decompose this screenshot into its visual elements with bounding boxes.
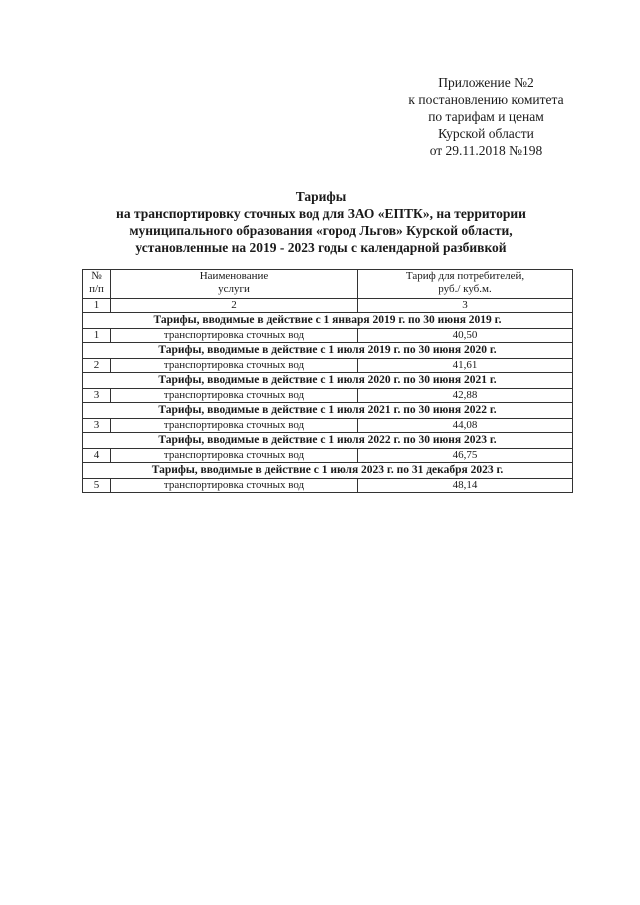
service-name-cell: транспортировка сточных вод xyxy=(111,359,358,373)
table-header-row xyxy=(83,270,573,299)
period-header-row xyxy=(83,343,573,359)
table-row xyxy=(83,419,573,433)
period-title: Тарифы, вводимые в действие с 1 июля 2023 г. по 31 декабря 2023 г. xyxy=(83,463,573,479)
service-name-cell: транспортировка сточных вод xyxy=(111,419,358,433)
tariff-value-cell: 41,61 xyxy=(358,359,573,373)
period-title: Тарифы, вводимые в действие с 1 июля 2022 г. по 30 июня 2023 г. xyxy=(83,433,573,449)
period-title: Тарифы, вводимые в действие с 1 января 2019 г. по 30 июня 2019 г. xyxy=(83,313,573,329)
header-cell-service: Наименование услуги xyxy=(111,270,358,299)
appendix-line: по тарифам и ценам xyxy=(428,109,544,124)
title-line: муниципального образования «город Льгов» Курской области, xyxy=(129,223,513,238)
period-header-row xyxy=(83,403,573,419)
period-header-row xyxy=(83,373,573,389)
row-number-cell: 4 xyxy=(83,449,111,463)
appendix-block xyxy=(390,74,582,159)
table-row xyxy=(83,449,573,463)
column-number-cell: 3 xyxy=(358,299,573,313)
service-name-cell: транспортировка сточных вод xyxy=(111,389,358,403)
tariff-value-cell: 46,75 xyxy=(358,449,573,463)
row-number-cell: 1 xyxy=(83,329,111,343)
tariff-value-cell: 40,50 xyxy=(358,329,573,343)
title-line: установленные на 2019 - 2023 годы с календарной разбивкой xyxy=(135,240,507,255)
tariff-table xyxy=(82,269,573,493)
period-title: Тарифы, вводимые в действие с 1 июля 2021 г. по 30 июня 2022 г. xyxy=(83,403,573,419)
service-name-cell: транспортировка сточных вод xyxy=(111,449,358,463)
appendix-date-line: от 29.11.2018 №198 xyxy=(429,143,543,158)
period-header-row xyxy=(83,463,573,479)
appendix-line: к постановлению комитета xyxy=(408,92,564,107)
tariff-value-cell: 42,88 xyxy=(358,389,573,403)
service-name-cell: транспортировка сточных вод xyxy=(111,479,358,493)
column-number-cell: 2 xyxy=(111,299,358,313)
service-name-cell: транспортировка сточных вод xyxy=(111,329,358,343)
table-row xyxy=(83,479,573,493)
column-number-row xyxy=(83,299,573,313)
period-title: Тарифы, вводимые в действие с 1 июля 2019 г. по 30 июня 2020 г. xyxy=(83,343,573,359)
document-title xyxy=(90,188,552,256)
row-number-cell: 2 xyxy=(83,359,111,373)
tariff-value-cell: 44,08 xyxy=(358,419,573,433)
header-cell-number: № п/п xyxy=(83,270,111,299)
header-cell-tariff: Тариф для потребителей, руб./ куб.м. xyxy=(358,270,573,299)
tariff-value-cell: 48,14 xyxy=(358,479,573,493)
table-row xyxy=(83,359,573,373)
row-number-cell: 5 xyxy=(83,479,111,493)
title-line: на транспортировку сточных вод для ЗАО «ЕПТК», на территории xyxy=(116,206,526,221)
period-title: Тарифы, вводимые в действие с 1 июля 2020 г. по 30 июня 2021 г. xyxy=(83,373,573,389)
appendix-line: Приложение №2 xyxy=(438,75,534,90)
title-heading: Тарифы xyxy=(295,189,347,204)
table-row xyxy=(83,329,573,343)
appendix-line: Курской области xyxy=(438,126,534,141)
period-header-row xyxy=(83,313,573,329)
period-header-row xyxy=(83,433,573,449)
table-row xyxy=(83,389,573,403)
row-number-cell: 3 xyxy=(83,389,111,403)
row-number-cell: 3 xyxy=(83,419,111,433)
column-number-cell: 1 xyxy=(83,299,111,313)
